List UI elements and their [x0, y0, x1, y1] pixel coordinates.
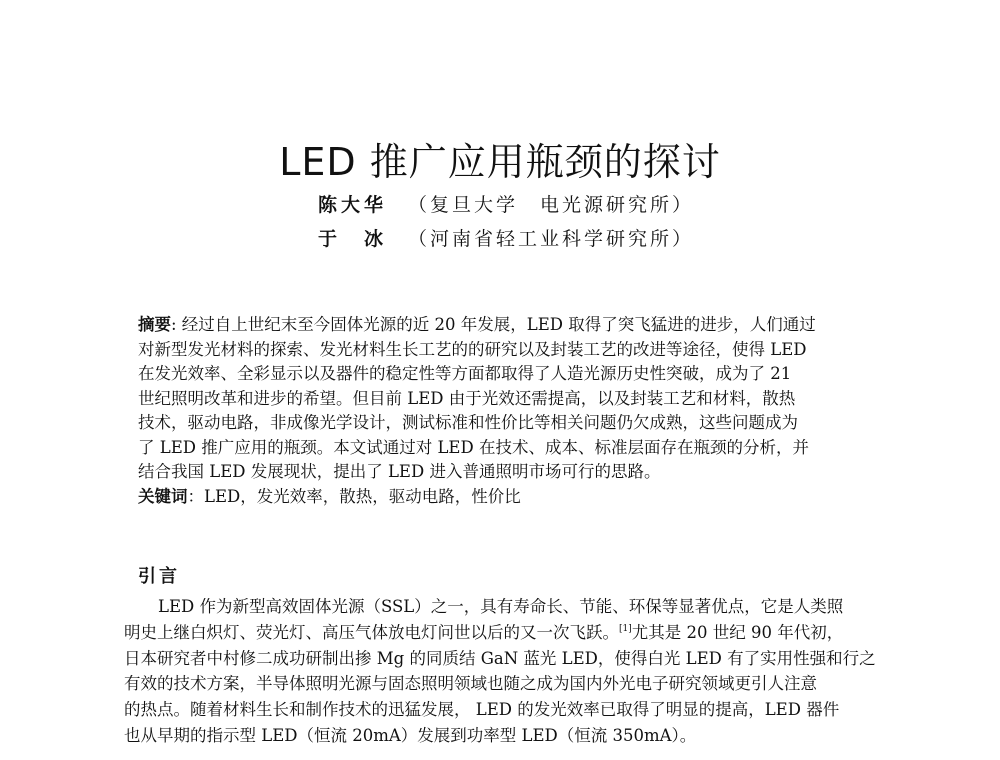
keywords-text: ：LED，发光效率，散热，驱动电路，性价比 [187, 486, 521, 506]
author-line [318, 190, 694, 217]
body-line: 有效的技术方案，半导体照明光源与固态照明领域也随之成为国内外光电子研究领域更引人注意 [124, 674, 817, 694]
body-text: 尤其是 20 世纪 90 年代初， [631, 622, 844, 642]
abstract-label: 摘要 [138, 315, 171, 334]
body-line: 的热点。随着材料生长和制作技术的迅猛发展， LED 的发光效率已取得了明显的提高，LED 器件 [124, 700, 840, 720]
citation-ref[interactable]: [1] [619, 623, 632, 634]
abstract [138, 313, 850, 509]
abstract-line: 世纪照明改革和进步的希望。但目前 LED 由于光效还需提高，以及封装工艺和材料，散热 [138, 388, 796, 408]
abstract-text: : 经过自上世纪末至今固体光源的近 20 年发展，LED 取得了突飞猛进的进步，人们通过 [171, 315, 816, 334]
body-line [124, 620, 880, 646]
intro-body [124, 594, 880, 749]
section-heading-intro: 引言 [138, 566, 180, 587]
author-affiliation: （河南省轻工业科学研究所） [408, 228, 695, 250]
keywords-label: 关键词 [138, 486, 188, 506]
abstract-line: 技术，驱动电路，非成像光学设计，测试标准和性价比等相关问题仍欠成熟，这些问题成为 [138, 413, 798, 432]
keywords-line [138, 485, 850, 510]
body-line: 日本研究者中村修二成功研制出掺 Mg 的同质结 GaN 蓝光 LED，使得白光 LED 有了实用性强和行之 [124, 648, 876, 668]
author-line [318, 224, 694, 251]
author-name: 于 冰 [318, 228, 388, 250]
abstract-line: 了 LED 推广应用的瓶颈。本文试通过对 LED 在技术、成本、标准层面存在瓶颈的分析，并 [138, 437, 809, 457]
author-affiliation: （复旦大学 电光源研究所） [408, 194, 695, 216]
paper-title: LED 推广应用瓶颈的探讨 [279, 140, 721, 185]
abstract-line: 在发光效率、全彩显示以及器件的稳定性等方面都取得了人造光源历史性突破，成为了 21 [138, 364, 792, 383]
abstract-line: 对新型发光材料的探索、发光材料生长工艺的的研究以及封装工艺的改进等途径，使得 LED [138, 339, 807, 359]
abstract-line: 结合我国 LED 发展现状，提出了 LED 进入普通照明市场可行的思路。 [138, 462, 661, 481]
body-text: 明史上继白炽灯、荧光灯、高压气体放电灯问世以后的又一次飞跃。 [124, 622, 619, 642]
body-line: LED 作为新型高效固体光源（SSL）之一，具有寿命长、节能、环保等显著优点，它是人类照 [158, 597, 844, 616]
author-name: 陈大华 [318, 194, 388, 216]
body-line: 也从早期的指示型 LED（恒流 20mA）发展到功率型 LED（恒流 350mA）。 [124, 725, 697, 745]
abstract-line [138, 313, 850, 338]
